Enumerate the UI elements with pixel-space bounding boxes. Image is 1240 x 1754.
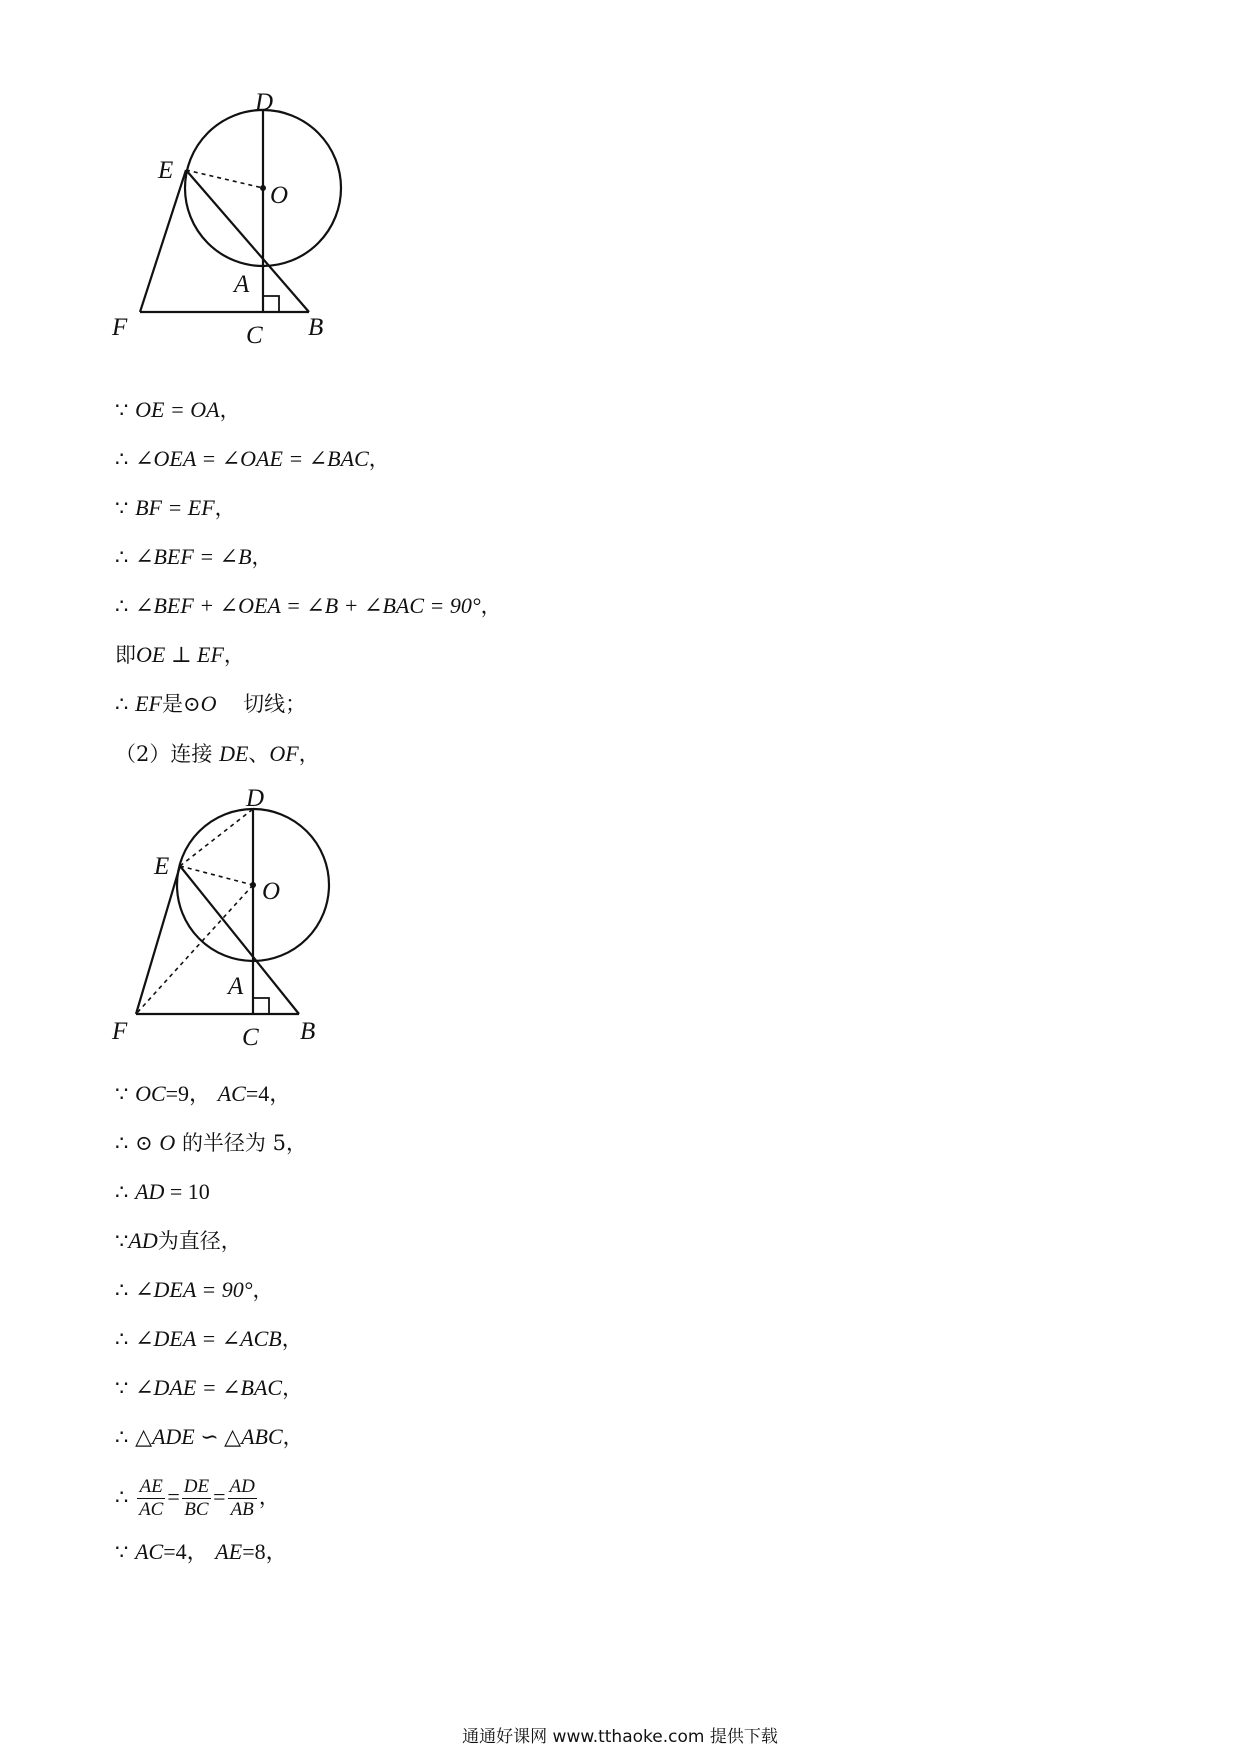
segment-eo [180, 866, 253, 885]
math-expression: EF [135, 691, 162, 716]
text-segment: 是 [161, 692, 183, 716]
text-segment: 为直径， [157, 1229, 242, 1253]
punctuation: ， [480, 594, 502, 618]
proof-line-6 [115, 641, 245, 669]
math-expression: AE [215, 1539, 243, 1564]
punctuation: ， [258, 1485, 280, 1509]
label-b: B [308, 314, 324, 341]
math-expression: OF [269, 741, 299, 766]
label-d: D [246, 785, 265, 812]
label-b: B [300, 1018, 316, 1045]
equals-sign: = [167, 1484, 180, 1509]
label-d: D [255, 90, 274, 116]
math-expression: AC [135, 1539, 164, 1564]
math-expression: OE ⊥ EF [136, 642, 224, 667]
punctuation: ， [214, 496, 236, 520]
proof2-line-10 [115, 1538, 288, 1566]
therefore-symbol: ∴ [115, 545, 129, 569]
therefore-symbol: ∴ [115, 447, 129, 471]
fraction-numerator: AD [229, 1476, 255, 1497]
because-symbol: ∵ [115, 1229, 129, 1253]
right-angle-mark [263, 296, 279, 312]
proof-line-1 [115, 396, 241, 424]
therefore-symbol: ∴ [115, 594, 129, 618]
center-point [250, 882, 256, 888]
proof2-line-4 [115, 1227, 242, 1255]
math-expression: AD [135, 1179, 165, 1204]
proof-line-3 [115, 494, 236, 522]
value-text: =4， [163, 1539, 209, 1564]
proof2-line-1 [115, 1080, 291, 1108]
because-symbol: ∵ [115, 496, 129, 520]
label-e: E [154, 853, 170, 880]
label-a: A [234, 271, 250, 298]
geometry-figure-2 [100, 782, 360, 1062]
punctuation: ， [368, 447, 390, 471]
because-symbol: ∵ [115, 1540, 129, 1564]
punctuation: ， [219, 398, 241, 422]
proof2-line-5 [115, 1276, 274, 1304]
fraction-numerator: DE [183, 1476, 210, 1497]
value-text: =8， [242, 1539, 288, 1564]
text-segment: 的半径为 5， [181, 1131, 307, 1155]
proof2-line-3 [115, 1178, 210, 1206]
fraction-ae-ac [137, 1476, 165, 1521]
fraction-de-bc [182, 1476, 211, 1521]
value-text: =4， [245, 1081, 292, 1106]
label-e: E [158, 157, 174, 184]
math-expression: AD [128, 1228, 158, 1253]
punctuation: ， [282, 1425, 304, 1449]
segment-eo [186, 170, 263, 188]
math-expression: OE = OA [135, 397, 220, 422]
therefore-symbol: ∴ [115, 1180, 129, 1204]
segment-ef [140, 170, 186, 312]
label-o: O [262, 878, 281, 905]
circle-symbol: ⊙ [135, 1131, 153, 1155]
math-expression: DE [219, 741, 249, 766]
center-point [260, 185, 266, 191]
proof-line-5 [115, 592, 502, 620]
proof-line-2 [115, 445, 390, 473]
math-expression: BF = EF [135, 495, 215, 520]
math-expression: ∠OEA = ∠OAE = ∠BAC [135, 446, 369, 471]
prefix-text: 即 [115, 643, 136, 667]
label-o: O [270, 182, 289, 209]
math-expression: ∠BEF + ∠OEA = ∠B + ∠BAC = 90° [135, 593, 481, 618]
equals-sign: = [213, 1484, 226, 1509]
label-f: F [112, 314, 128, 341]
proof-line-4 [115, 543, 273, 571]
proof-line-7 [115, 690, 306, 718]
value-text: = 10 [164, 1179, 210, 1204]
math-expression: OC [135, 1081, 166, 1106]
math-expression: O [200, 691, 217, 716]
fraction-denominator: BC [184, 1499, 209, 1520]
part2-header [115, 740, 320, 768]
punctuation: ， [251, 545, 273, 569]
math-expression: AC [217, 1081, 246, 1106]
math-expression: ∠DEA = 90° [135, 1277, 253, 1302]
math-expression: ∠BEF = ∠B [135, 544, 252, 569]
punctuation: ， [223, 643, 245, 667]
label-a: A [228, 973, 244, 1000]
fraction-denominator: AB [230, 1499, 254, 1520]
page-footer: 通通好课网 www.tthaoke.com 提供下载 [462, 1727, 778, 1747]
right-angle-mark [253, 998, 269, 1014]
therefore-symbol: ∴ [115, 1485, 129, 1509]
proof2-line-6 [115, 1325, 303, 1353]
segment-ef [136, 866, 180, 1014]
label-c: C [242, 1024, 259, 1051]
punctuation: ， [281, 1327, 303, 1351]
proof2-line-2 [115, 1129, 307, 1157]
geometry-figure-1 [100, 90, 360, 390]
math-expression: △ADE ∽ △ABC [135, 1424, 283, 1449]
fraction-numerator: AE [137, 1476, 165, 1499]
header-text: （2）连接 [115, 742, 213, 766]
because-symbol: ∵ [115, 1082, 129, 1106]
label-c: C [246, 322, 263, 349]
math-expression: ∠DEA = ∠ACB [135, 1326, 282, 1351]
math-expression: ∠DAE = ∠BAC [135, 1375, 283, 1400]
therefore-symbol: ∴ [115, 692, 129, 716]
therefore-symbol: ∴ [115, 1425, 129, 1449]
math-expression: O [159, 1130, 176, 1155]
text-segment: 切线； [243, 692, 307, 716]
proof2-line-8 [115, 1423, 304, 1451]
value-text: =9， [165, 1081, 212, 1106]
proof2-line-7 [115, 1374, 303, 1402]
therefore-symbol: ∴ [115, 1131, 129, 1155]
fraction-ad-ab [228, 1476, 257, 1521]
because-symbol: ∵ [115, 1376, 129, 1400]
punctuation: ， [282, 1376, 304, 1400]
therefore-symbol: ∴ [115, 1327, 129, 1351]
fraction-denominator: AC [139, 1499, 164, 1520]
circle-symbol: ⊙ [182, 692, 201, 716]
proof2-line-9 [115, 1472, 280, 1522]
punctuation: ， [298, 742, 320, 766]
punctuation: ， [252, 1278, 274, 1302]
therefore-symbol: ∴ [115, 1278, 129, 1302]
label-f: F [112, 1018, 128, 1045]
punctuation: 、 [248, 742, 270, 766]
because-symbol: ∵ [115, 398, 129, 422]
